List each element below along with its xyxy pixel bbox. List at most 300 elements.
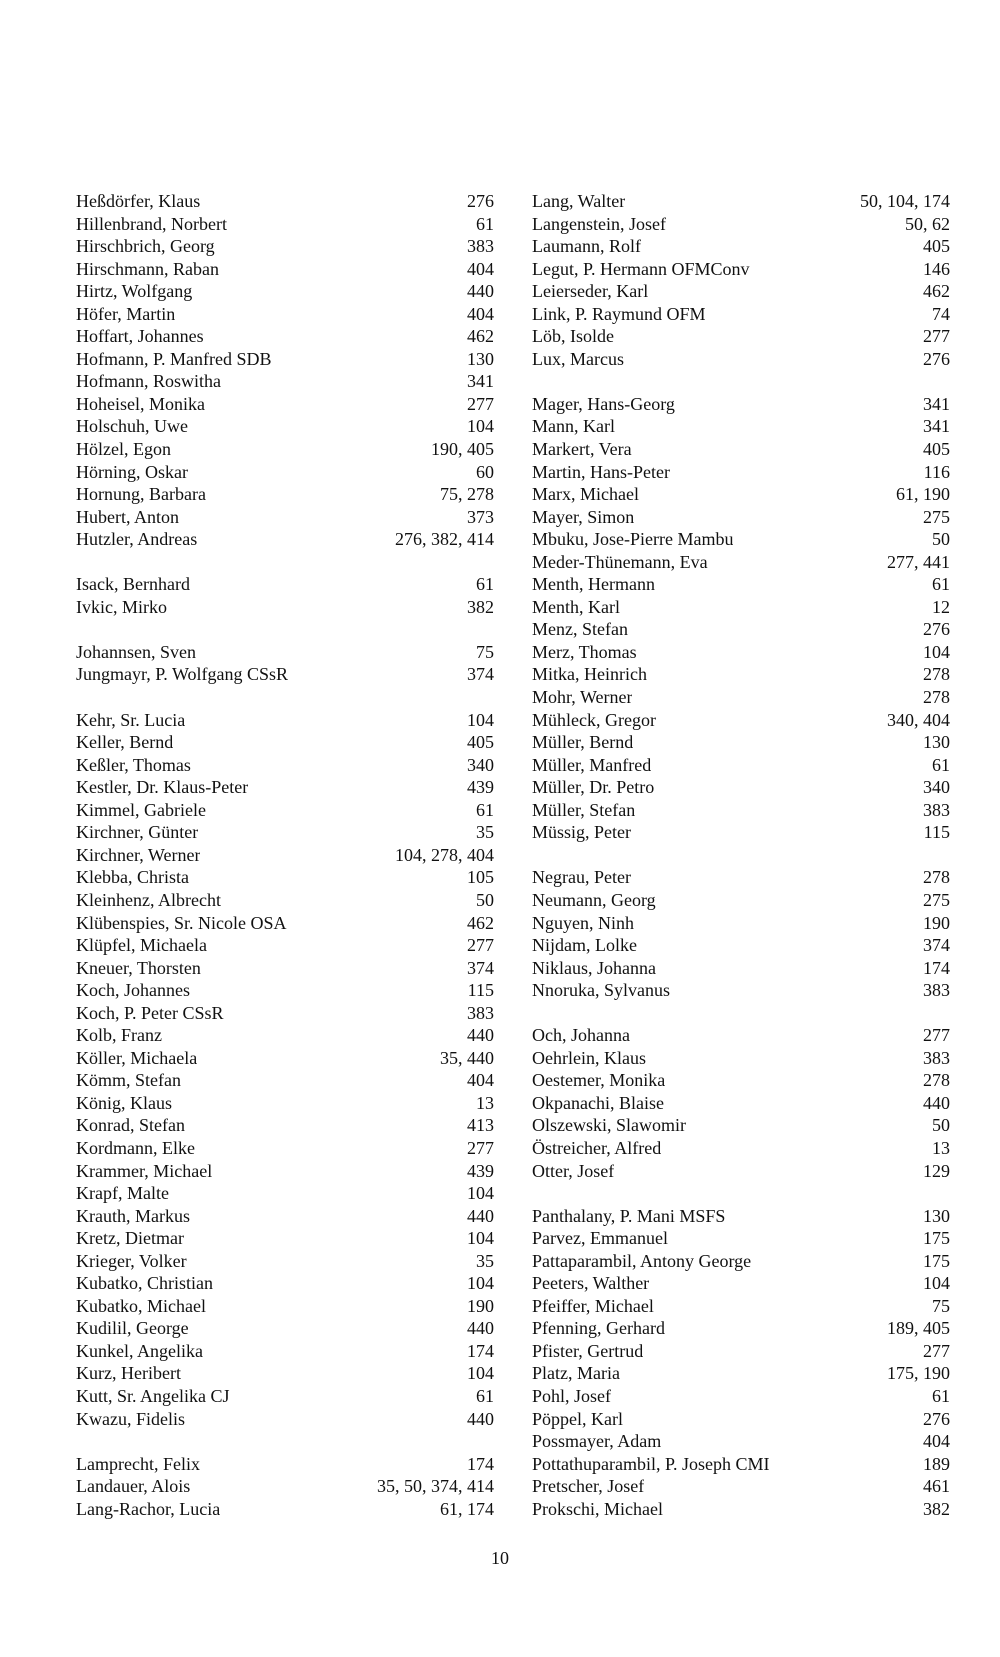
index-entry bbox=[532, 1272, 950, 1295]
entry-name: Lang, Walter bbox=[532, 191, 626, 211]
entry-name: Nguyen, Ninh bbox=[532, 912, 634, 933]
entry-name: Pöppel, Karl bbox=[532, 1408, 623, 1429]
entry-pages: 277, 441 bbox=[887, 551, 950, 572]
entry-name: Kirchner, Günter bbox=[76, 822, 199, 843]
entry-pages: 440 bbox=[923, 1092, 950, 1113]
entry-name: Link, P. Raymund OFM bbox=[532, 303, 706, 324]
index-entry bbox=[76, 461, 494, 484]
entry-name: Kubatko, Christian bbox=[76, 1273, 213, 1294]
index-entry bbox=[76, 258, 494, 281]
entry-pages: 413 bbox=[467, 1115, 494, 1136]
entry-pages: 146 bbox=[923, 258, 950, 279]
index-entry bbox=[532, 415, 950, 438]
index-entry bbox=[532, 190, 950, 213]
index-entry bbox=[76, 1295, 494, 1318]
entry-pages: 35 bbox=[476, 1250, 494, 1271]
entry-pages: 189, 405 bbox=[887, 1318, 950, 1339]
index-entry bbox=[76, 821, 494, 844]
entry-pages: 277 bbox=[923, 326, 950, 347]
index-column-left bbox=[76, 190, 494, 1520]
index-gap bbox=[532, 370, 950, 393]
entry-name: Lang-Rachor, Lucia bbox=[76, 1498, 221, 1519]
entry-pages: 440 bbox=[467, 281, 494, 302]
entry-name: Kubatko, Michael bbox=[76, 1295, 206, 1316]
entry-pages: 275 bbox=[923, 506, 950, 527]
index-entry bbox=[532, 1250, 950, 1273]
index-entry bbox=[76, 348, 494, 371]
index-entry bbox=[76, 1408, 494, 1431]
entry-name: Jungmayr, P. Wolfgang CSsR bbox=[76, 664, 289, 685]
entry-name: Kwazu, Fidelis bbox=[76, 1408, 185, 1429]
entry-pages: 175 bbox=[923, 1228, 950, 1249]
index-gap bbox=[76, 618, 494, 641]
index-entry bbox=[76, 325, 494, 348]
entry-name: Otter, Josef bbox=[532, 1160, 615, 1181]
index-gap bbox=[76, 551, 494, 574]
entry-name: Hoffart, Johannes bbox=[76, 326, 204, 347]
entry-pages: 104 bbox=[467, 1363, 494, 1384]
entry-name: Mbuku, Jose-Pierre Mambu bbox=[532, 529, 734, 550]
index-entry bbox=[532, 213, 950, 236]
entry-pages: 189 bbox=[923, 1453, 950, 1474]
entry-name: Mager, Hans-Georg bbox=[532, 393, 675, 414]
index-entry bbox=[76, 1182, 494, 1205]
entry-pages: 50 bbox=[932, 1115, 950, 1136]
index-entry bbox=[76, 528, 494, 551]
index-entry bbox=[76, 235, 494, 258]
entry-pages: 61, 174 bbox=[440, 1498, 494, 1519]
entry-name: Hirschmann, Raban bbox=[76, 258, 219, 279]
index-entry bbox=[76, 889, 494, 912]
entry-pages: 383 bbox=[923, 799, 950, 820]
entry-pages: 190 bbox=[923, 912, 950, 933]
entry-pages: 35 bbox=[476, 822, 494, 843]
entry-pages: 13 bbox=[476, 1092, 494, 1113]
index-entry bbox=[76, 1475, 494, 1498]
entry-pages: 440 bbox=[467, 1025, 494, 1046]
entry-pages: 105 bbox=[467, 867, 494, 888]
entry-name: Markert, Vera bbox=[532, 439, 632, 460]
entry-name: Prokschi, Michael bbox=[532, 1498, 663, 1519]
entry-pages: 175, 190 bbox=[887, 1363, 950, 1384]
entry-name: Johannsen, Sven bbox=[76, 641, 196, 662]
index-entry bbox=[532, 686, 950, 709]
index-entry bbox=[76, 1340, 494, 1363]
index-entry bbox=[532, 528, 950, 551]
entry-pages: 275 bbox=[923, 889, 950, 910]
entry-name: Müller, Stefan bbox=[532, 799, 636, 820]
index-entry bbox=[76, 957, 494, 980]
entry-pages: 115 bbox=[923, 822, 950, 843]
entry-pages: 104 bbox=[467, 709, 494, 730]
entry-pages: 104 bbox=[467, 1183, 494, 1204]
entry-pages: 175 bbox=[923, 1250, 950, 1271]
index-entry bbox=[532, 1092, 950, 1115]
index-entry bbox=[76, 438, 494, 461]
index-entry bbox=[532, 506, 950, 529]
index-entry bbox=[76, 393, 494, 416]
entry-pages: 174 bbox=[923, 957, 950, 978]
index-entry bbox=[76, 754, 494, 777]
entry-pages: 104 bbox=[467, 1228, 494, 1249]
entry-name: Heßdörfer, Klaus bbox=[76, 191, 201, 211]
entry-pages: 277 bbox=[923, 1340, 950, 1361]
index-entry bbox=[76, 415, 494, 438]
entry-pages: 74 bbox=[932, 303, 950, 324]
entry-pages: 383 bbox=[923, 980, 950, 1001]
entry-name: Holschuh, Uwe bbox=[76, 416, 188, 437]
entry-name: Platz, Maria bbox=[532, 1363, 620, 1384]
entry-name: Keßler, Thomas bbox=[76, 754, 191, 775]
entry-name: Löb, Isolde bbox=[532, 326, 614, 347]
entry-name: Parvez, Emmanuel bbox=[532, 1228, 668, 1249]
index-entry bbox=[76, 303, 494, 326]
entry-name: Menth, Karl bbox=[532, 596, 620, 617]
entry-name: Kimmel, Gabriele bbox=[76, 799, 206, 820]
entry-pages: 341 bbox=[467, 371, 494, 392]
index-entry bbox=[532, 1295, 950, 1318]
entry-pages: 382 bbox=[923, 1498, 950, 1519]
entry-name: Leierseder, Karl bbox=[532, 281, 649, 302]
index-entry bbox=[532, 573, 950, 596]
entry-pages: 35, 440 bbox=[440, 1047, 494, 1068]
entry-pages: 462 bbox=[923, 281, 950, 302]
entry-name: Klebba, Christa bbox=[76, 867, 189, 888]
index-entry bbox=[532, 709, 950, 732]
entry-name: Hörning, Oskar bbox=[76, 461, 188, 482]
entry-pages: 190, 405 bbox=[431, 439, 494, 460]
entry-name: Hillenbrand, Norbert bbox=[76, 213, 227, 234]
index-entry bbox=[532, 663, 950, 686]
entry-pages: 276 bbox=[467, 191, 494, 211]
entry-pages: 130 bbox=[923, 1205, 950, 1226]
entry-name: Oestemer, Monika bbox=[532, 1070, 666, 1091]
index-entry bbox=[76, 1453, 494, 1476]
entry-name: Hölzel, Egon bbox=[76, 439, 171, 460]
entry-pages: 61, 190 bbox=[896, 484, 950, 505]
entry-name: Marx, Michael bbox=[532, 484, 639, 505]
entry-pages: 340 bbox=[923, 777, 950, 798]
index-entry bbox=[532, 934, 950, 957]
index-entry bbox=[532, 866, 950, 889]
index-gap bbox=[532, 1002, 950, 1025]
index-entry bbox=[76, 1205, 494, 1228]
entry-pages: 75 bbox=[932, 1295, 950, 1316]
entry-name: Kirchner, Werner bbox=[76, 844, 201, 865]
index-entry bbox=[532, 461, 950, 484]
index-entry bbox=[532, 1317, 950, 1340]
index-entry bbox=[532, 912, 950, 935]
entry-name: Kretz, Dietmar bbox=[76, 1228, 184, 1249]
entry-name: Pfister, Gertrud bbox=[532, 1340, 644, 1361]
index-entry bbox=[532, 1430, 950, 1453]
entry-pages: 61 bbox=[476, 574, 494, 595]
index-entry bbox=[76, 596, 494, 619]
entry-name: Hutzler, Andreas bbox=[76, 529, 198, 550]
entry-pages: 174 bbox=[467, 1340, 494, 1361]
entry-name: Kurz, Heribert bbox=[76, 1363, 181, 1384]
entry-pages: 12 bbox=[932, 596, 950, 617]
entry-pages: 276 bbox=[923, 619, 950, 640]
index-entry bbox=[76, 912, 494, 935]
index-entry bbox=[532, 641, 950, 664]
index-gap bbox=[76, 1430, 494, 1453]
entry-name: Legut, P. Hermann OFMConv bbox=[532, 258, 750, 279]
index-entry bbox=[532, 957, 950, 980]
entry-name: Kolb, Franz bbox=[76, 1025, 162, 1046]
entry-name: Pfenning, Gerhard bbox=[532, 1318, 665, 1339]
index-entry bbox=[532, 1227, 950, 1250]
entry-pages: 382 bbox=[467, 596, 494, 617]
entry-pages: 50, 62 bbox=[905, 213, 950, 234]
index-entry bbox=[76, 1250, 494, 1273]
index-entry bbox=[76, 1498, 494, 1521]
index-entry bbox=[76, 663, 494, 686]
entry-name: Menth, Hermann bbox=[532, 574, 655, 595]
index-entry bbox=[76, 1272, 494, 1295]
entry-pages: 277 bbox=[467, 935, 494, 956]
entry-name: Hoheisel, Monika bbox=[76, 393, 205, 414]
index-entry bbox=[532, 1069, 950, 1092]
entry-pages: 104 bbox=[923, 641, 950, 662]
entry-pages: 190 bbox=[467, 1295, 494, 1316]
entry-pages: 61 bbox=[932, 754, 950, 775]
entry-pages: 276, 382, 414 bbox=[395, 529, 494, 550]
index-gap bbox=[532, 1182, 950, 1205]
entry-pages: 405 bbox=[923, 236, 950, 257]
entry-pages: 277 bbox=[923, 1025, 950, 1046]
entry-name: Oehrlein, Klaus bbox=[532, 1047, 646, 1068]
entry-pages: 341 bbox=[923, 393, 950, 414]
index-entry bbox=[532, 303, 950, 326]
index-entry bbox=[532, 235, 950, 258]
entry-name: Niklaus, Johanna bbox=[532, 957, 656, 978]
entry-name: Kömm, Stefan bbox=[76, 1070, 181, 1091]
index-entry bbox=[532, 1340, 950, 1363]
entry-pages: 461 bbox=[923, 1476, 950, 1497]
entry-name: Koch, P. Peter CSsR bbox=[76, 1002, 224, 1023]
entry-pages: 277 bbox=[467, 1137, 494, 1158]
index-entry bbox=[532, 731, 950, 754]
index-entry bbox=[76, 641, 494, 664]
entry-name: Kleinhenz, Albrecht bbox=[76, 889, 221, 910]
index-entry bbox=[76, 934, 494, 957]
entry-pages: 61 bbox=[476, 213, 494, 234]
entry-pages: 439 bbox=[467, 1160, 494, 1181]
entry-pages: 276 bbox=[923, 1408, 950, 1429]
index-entry bbox=[76, 844, 494, 867]
index-entry bbox=[76, 370, 494, 393]
index-gap bbox=[532, 844, 950, 867]
entry-pages: 116 bbox=[923, 461, 950, 482]
index-entry bbox=[76, 979, 494, 1002]
entry-name: Hubert, Anton bbox=[76, 506, 179, 527]
index-entry bbox=[76, 573, 494, 596]
entry-pages: 104 bbox=[467, 416, 494, 437]
entry-pages: 341 bbox=[923, 416, 950, 437]
index-entry bbox=[532, 1498, 950, 1521]
entry-pages: 383 bbox=[467, 236, 494, 257]
entry-name: Martin, Hans-Peter bbox=[532, 461, 670, 482]
entry-name: Okpanachi, Blaise bbox=[532, 1092, 664, 1113]
entry-pages: 405 bbox=[923, 439, 950, 460]
entry-name: Mühleck, Gregor bbox=[532, 709, 656, 730]
entry-pages: 104, 278, 404 bbox=[395, 844, 494, 865]
index-entry bbox=[532, 618, 950, 641]
entry-name: Hirtz, Wolfgang bbox=[76, 281, 193, 302]
index-entry bbox=[76, 1137, 494, 1160]
index-gap bbox=[76, 686, 494, 709]
index-entry bbox=[76, 1227, 494, 1250]
index-column-right bbox=[532, 190, 950, 1520]
index-entry bbox=[76, 866, 494, 889]
entry-name: Menz, Stefan bbox=[532, 619, 628, 640]
index-entry bbox=[532, 1137, 950, 1160]
entry-pages: 278 bbox=[923, 867, 950, 888]
entry-name: Hirschbrich, Georg bbox=[76, 236, 215, 257]
entry-pages: 61 bbox=[932, 574, 950, 595]
entry-name: Müssig, Peter bbox=[532, 822, 631, 843]
entry-name: Hofmann, Roswitha bbox=[76, 371, 221, 392]
index-entry bbox=[76, 731, 494, 754]
entry-name: Krieger, Volker bbox=[76, 1250, 187, 1271]
index-entry bbox=[532, 1114, 950, 1137]
index-entry bbox=[532, 483, 950, 506]
entry-pages: 50, 104, 174 bbox=[860, 191, 950, 211]
entry-name: Klüpfel, Michaela bbox=[76, 935, 207, 956]
entry-pages: 374 bbox=[923, 935, 950, 956]
entry-name: Pfeiffer, Michael bbox=[532, 1295, 654, 1316]
entry-pages: 130 bbox=[923, 732, 950, 753]
index-entry bbox=[76, 1024, 494, 1047]
index-entry bbox=[532, 551, 950, 574]
entry-pages: 174 bbox=[467, 1453, 494, 1474]
entry-pages: 440 bbox=[467, 1408, 494, 1429]
index-entry bbox=[532, 258, 950, 281]
index-entry bbox=[76, 776, 494, 799]
index-entry bbox=[532, 1047, 950, 1070]
index-entry bbox=[532, 438, 950, 461]
entry-name: Kudilil, George bbox=[76, 1318, 189, 1339]
entry-name: Mitka, Heinrich bbox=[532, 664, 647, 685]
entry-name: Kehr, Sr. Lucia bbox=[76, 709, 186, 730]
index-entry bbox=[532, 821, 950, 844]
entry-name: Konrad, Stefan bbox=[76, 1115, 185, 1136]
entry-name: Köller, Michaela bbox=[76, 1047, 198, 1068]
index-entry bbox=[76, 1069, 494, 1092]
entry-name: Lux, Marcus bbox=[532, 348, 624, 369]
entry-pages: 405 bbox=[467, 732, 494, 753]
entry-name: Olszewski, Slawomir bbox=[532, 1115, 686, 1136]
entry-pages: 278 bbox=[923, 664, 950, 685]
entry-name: Lamprecht, Felix bbox=[76, 1453, 200, 1474]
index-entry bbox=[532, 776, 950, 799]
index-entry bbox=[532, 889, 950, 912]
entry-pages: 340 bbox=[467, 754, 494, 775]
entry-pages: 440 bbox=[467, 1205, 494, 1226]
index-entry bbox=[532, 1160, 950, 1183]
index-entry bbox=[76, 1092, 494, 1115]
entry-name: Pretscher, Josef bbox=[532, 1476, 645, 1497]
entry-name: Pattaparambil, Antony George bbox=[532, 1250, 752, 1271]
index-entry bbox=[532, 1385, 950, 1408]
entry-name: Nnoruka, Sylvanus bbox=[532, 980, 670, 1001]
index-entry bbox=[76, 709, 494, 732]
entry-pages: 278 bbox=[923, 687, 950, 708]
entry-pages: 277 bbox=[467, 393, 494, 414]
entry-pages: 104 bbox=[923, 1273, 950, 1294]
entry-name: Klübenspies, Sr. Nicole OSA bbox=[76, 912, 287, 933]
entry-pages: 50 bbox=[476, 889, 494, 910]
index-entry bbox=[532, 1024, 950, 1047]
entry-name: Isack, Bernhard bbox=[76, 574, 190, 595]
index-entry bbox=[76, 799, 494, 822]
index-entry bbox=[532, 596, 950, 619]
entry-pages: 440 bbox=[467, 1318, 494, 1339]
index-entry bbox=[76, 506, 494, 529]
entry-name: Nijdam, Lolke bbox=[532, 935, 637, 956]
entry-pages: 373 bbox=[467, 506, 494, 527]
entry-pages: 404 bbox=[467, 1070, 494, 1091]
index-entry bbox=[76, 1114, 494, 1137]
index-entry bbox=[532, 393, 950, 416]
entry-name: Langenstein, Josef bbox=[532, 213, 666, 234]
entry-name: Kneuer, Thorsten bbox=[76, 957, 201, 978]
entry-pages: 462 bbox=[467, 912, 494, 933]
entry-name: Meder-Thünemann, Eva bbox=[532, 551, 708, 572]
entry-name: Müller, Dr. Petro bbox=[532, 777, 655, 798]
entry-pages: 13 bbox=[932, 1137, 950, 1158]
entry-pages: 374 bbox=[467, 957, 494, 978]
entry-pages: 61 bbox=[476, 1385, 494, 1406]
entry-name: Krapf, Malte bbox=[76, 1183, 169, 1204]
index-entry bbox=[532, 799, 950, 822]
entry-pages: 404 bbox=[467, 303, 494, 324]
entry-name: Mayer, Simon bbox=[532, 506, 635, 527]
index-entry bbox=[76, 1047, 494, 1070]
index-entry bbox=[532, 348, 950, 371]
index-entry bbox=[532, 1475, 950, 1498]
entry-pages: 439 bbox=[467, 777, 494, 798]
entry-name: Hofmann, P. Manfred SDB bbox=[76, 348, 272, 369]
entry-name: Laumann, Rolf bbox=[532, 236, 641, 257]
entry-name: Mann, Karl bbox=[532, 416, 615, 437]
entry-pages: 383 bbox=[467, 1002, 494, 1023]
entry-pages: 278 bbox=[923, 1070, 950, 1091]
entry-pages: 383 bbox=[923, 1047, 950, 1068]
entry-name: Landauer, Alois bbox=[76, 1476, 191, 1497]
page-number: 10 bbox=[491, 1548, 509, 1568]
index-entry bbox=[76, 280, 494, 303]
index-entry bbox=[532, 325, 950, 348]
entry-pages: 75 bbox=[476, 641, 494, 662]
index-entry bbox=[76, 483, 494, 506]
entry-pages: 115 bbox=[467, 980, 494, 1001]
entry-name: Kordmann, Elke bbox=[76, 1137, 195, 1158]
entry-name: Keller, Bernd bbox=[76, 732, 174, 753]
entry-name: Kutt, Sr. Angelika CJ bbox=[76, 1385, 230, 1406]
entry-name: Mohr, Werner bbox=[532, 687, 633, 708]
entry-pages: 340, 404 bbox=[887, 709, 950, 730]
index-entry bbox=[76, 1002, 494, 1025]
entry-name: Neumann, Georg bbox=[532, 889, 656, 910]
entry-pages: 129 bbox=[923, 1160, 950, 1181]
entry-name: Negrau, Peter bbox=[532, 867, 631, 888]
index-entry bbox=[532, 979, 950, 1002]
entry-pages: 404 bbox=[467, 258, 494, 279]
entry-name: Müller, Bernd bbox=[532, 732, 634, 753]
entry-name: Merz, Thomas bbox=[532, 641, 637, 662]
